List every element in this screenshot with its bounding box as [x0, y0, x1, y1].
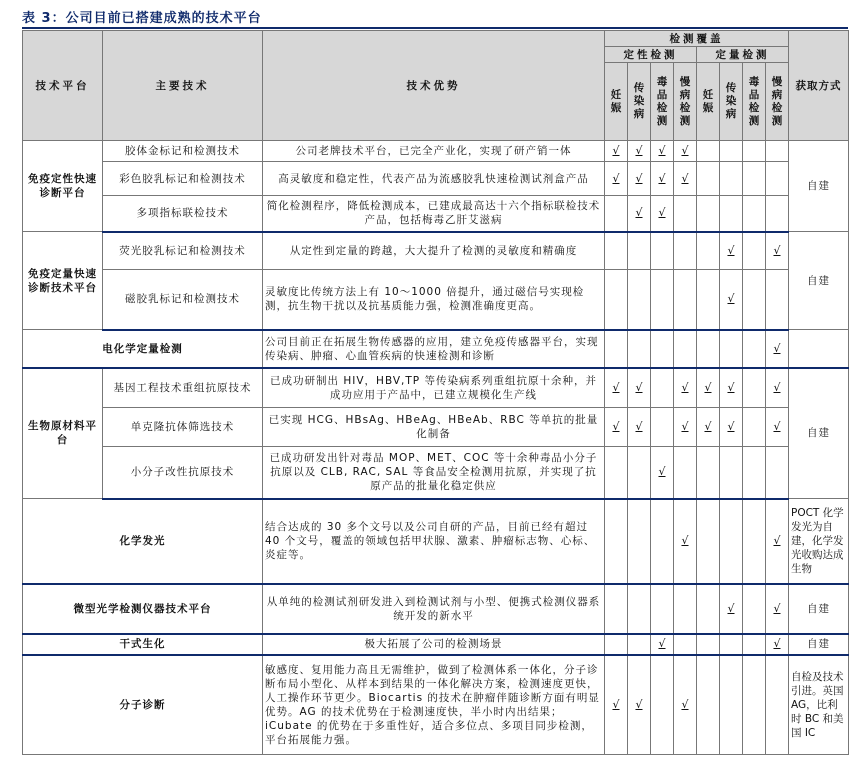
- check-mark: √: [681, 534, 689, 547]
- tech-cell: 单克隆抗体筛选技术: [103, 408, 263, 447]
- check-cell: [674, 141, 697, 162]
- platform-cell: 电化学定量检测: [23, 330, 263, 368]
- table-row: [23, 408, 849, 447]
- check-cell: [766, 162, 789, 196]
- table-row: [23, 196, 849, 232]
- tech-cell: 彩色胶乳标记和检测技术: [103, 162, 263, 196]
- check-mark: √: [612, 380, 620, 394]
- check-cell: [605, 634, 628, 655]
- header-sub: 传染病: [720, 63, 743, 141]
- check-cell: [651, 634, 674, 655]
- header-sub: 传染病: [628, 63, 651, 141]
- check-mark: √: [635, 697, 643, 711]
- check-cell: [674, 584, 697, 634]
- platform-cell: 生物原材料平台: [23, 368, 103, 499]
- check-mark: √: [727, 292, 735, 306]
- check-cell: [651, 584, 674, 634]
- check-cell: [743, 368, 766, 408]
- check-cell: [743, 196, 766, 232]
- check-cell: [674, 232, 697, 270]
- platform-cell: 免疫定性快速诊断平台: [23, 141, 103, 232]
- check-cell: [674, 162, 697, 196]
- advantage-cell: 公司目前正在拓展生物传感器的应用，建立免疫传感器平台，实现传染病、肿瘤、心血管疾病的快速检测和诊断: [263, 330, 605, 368]
- check-cell: [628, 499, 651, 584]
- check-cell: [720, 162, 743, 196]
- acquire-cell: 自建: [789, 232, 849, 330]
- check-cell: [720, 584, 743, 634]
- check-cell: [720, 141, 743, 162]
- check-cell: [766, 499, 789, 584]
- check-cell: [651, 270, 674, 330]
- header-tech: 主要技术: [103, 31, 263, 141]
- check-cell: [697, 232, 720, 270]
- table-row: [23, 232, 849, 270]
- header-acquire: 获取方式: [789, 31, 849, 141]
- check-cell: [628, 162, 651, 196]
- tech-cell: 多项指标联检技术: [103, 196, 263, 232]
- check-mark: √: [681, 171, 689, 185]
- advantage-cell: 从定性到定量的跨越，大大提升了检测的灵敏度和精确度: [263, 232, 605, 270]
- check-cell: [628, 368, 651, 408]
- header-quantitative: 定量检测: [697, 47, 789, 63]
- tech-cell: 磁胶乳标记和检测技术: [103, 270, 263, 330]
- table-row: [23, 368, 849, 408]
- check-cell: [651, 408, 674, 447]
- check-mark: √: [681, 697, 689, 711]
- check-cell: [605, 270, 628, 330]
- table-row: [23, 330, 849, 368]
- check-mark: √: [635, 171, 643, 185]
- check-cell: [674, 408, 697, 447]
- check-cell: [743, 270, 766, 330]
- check-cell: [651, 141, 674, 162]
- check-mark: √: [658, 206, 666, 220]
- check-cell: [743, 141, 766, 162]
- check-mark: √: [727, 243, 735, 257]
- table-row: [23, 584, 849, 634]
- check-cell: [651, 499, 674, 584]
- check-cell: [743, 499, 766, 584]
- check-cell: [766, 330, 789, 368]
- check-cell: [674, 270, 697, 330]
- check-cell: [766, 368, 789, 408]
- advantage-cell: 敏感度、复用能力高且无需维护，做到了检测体系一体化，分子诊断布局小型化、从样本到结果的一体化解决方案，检测速度更快，人工操作环节更少。Biocartis 的技术在肿瘤伴随诊断方面有明显优势。AG 的技术优势在于检测速度快，半小时内出结果；iCubate 的优势在于多重性好，适合多位点、多项目同步检测，平台拓展能力强。: [263, 655, 605, 755]
- check-cell: [651, 330, 674, 368]
- header-platform: 技术平台: [23, 31, 103, 141]
- check-cell: [628, 232, 651, 270]
- check-cell: [651, 655, 674, 755]
- check-mark: √: [681, 380, 689, 394]
- table-row: [23, 655, 849, 755]
- check-cell: [720, 447, 743, 499]
- check-cell: [697, 499, 720, 584]
- table-row: [23, 162, 849, 196]
- tech-cell: 基因工程技术重组抗原技术: [103, 368, 263, 408]
- check-cell: [605, 368, 628, 408]
- tech-platform-table: [22, 30, 849, 755]
- advantage-cell: 结合达成的 30 多个文号以及公司自研的产品，目前已经有超过 40 个文号，覆盖的领域包括甲状腺、激素、肿瘤标志物、心标、炎症等。: [263, 499, 605, 584]
- check-cell: [697, 447, 720, 499]
- acquire-cell: 自建: [789, 634, 849, 655]
- table-row: [23, 634, 849, 655]
- header-sub: 妊娠: [697, 63, 720, 141]
- check-cell: [720, 232, 743, 270]
- header-sub: 毒品检测: [743, 63, 766, 141]
- check-cell: [766, 584, 789, 634]
- advantage-cell: 已实现 HCG、HBsAg、HBeAg、HBeAb、RBC 等单抗的批量化制备: [263, 408, 605, 447]
- check-cell: [766, 196, 789, 232]
- check-cell: [720, 634, 743, 655]
- check-mark: √: [773, 341, 781, 355]
- check-cell: [720, 330, 743, 368]
- check-cell: [674, 196, 697, 232]
- check-cell: [697, 330, 720, 368]
- check-mark: √: [773, 534, 781, 547]
- advantage-cell: 简化检测程序，降低检测成本，已建成最高达十六个指标联检技术产品，包括梅毒乙肝艾滋病: [263, 196, 605, 232]
- check-cell: [628, 196, 651, 232]
- check-cell: [605, 196, 628, 232]
- check-mark: √: [773, 601, 781, 615]
- platform-cell: 免疫定量快速诊断技术平台: [23, 232, 103, 330]
- check-cell: [674, 330, 697, 368]
- check-mark: √: [658, 171, 666, 185]
- check-cell: [605, 584, 628, 634]
- title-rule: [22, 27, 848, 29]
- check-cell: [674, 655, 697, 755]
- check-cell: [605, 330, 628, 368]
- check-cell: [605, 447, 628, 499]
- check-cell: [628, 270, 651, 330]
- check-cell: [743, 162, 766, 196]
- check-cell: [743, 232, 766, 270]
- platform-cell: 化学发光: [23, 499, 263, 584]
- check-mark: √: [635, 206, 643, 220]
- acquire-cell: POCT 化学发光为自建，化学发光收购达成生物: [789, 499, 849, 584]
- check-mark: √: [727, 380, 735, 394]
- advantage-cell: 高灵敏度和稳定性，代表产品为流感胶乳快速检测试剂盒产品: [263, 162, 605, 196]
- check-cell: [674, 368, 697, 408]
- check-cell: [628, 141, 651, 162]
- advantage-cell: 公司老牌技术平台，已完全产业化，实现了研产销一体: [263, 141, 605, 162]
- check-mark: √: [773, 637, 781, 650]
- check-cell: [605, 408, 628, 447]
- check-mark: √: [773, 243, 781, 257]
- check-cell: [605, 141, 628, 162]
- check-cell: [697, 162, 720, 196]
- platform-cell: 干式生化: [23, 634, 263, 655]
- table-row: [23, 447, 849, 499]
- header-sub: 慢病检测: [766, 63, 789, 141]
- check-cell: [766, 634, 789, 655]
- check-cell: [697, 584, 720, 634]
- check-cell: [720, 270, 743, 330]
- check-mark: √: [681, 144, 689, 157]
- acquire-cell: 自建: [789, 141, 849, 232]
- check-cell: [628, 408, 651, 447]
- check-mark: √: [635, 380, 643, 394]
- check-cell: [628, 447, 651, 499]
- check-mark: √: [704, 420, 712, 433]
- check-mark: √: [612, 697, 620, 711]
- advantage-cell: 从单纯的检测试剂研发进入到检测试剂与小型、便携式检测仪器系统开发的新水平: [263, 584, 605, 634]
- check-mark: √: [658, 637, 666, 650]
- header-coverage: 检测覆盖: [605, 31, 789, 47]
- acquire-cell: 自建: [789, 584, 849, 634]
- check-cell: [743, 634, 766, 655]
- platform-cell: 微型光学检测仪器技术平台: [23, 584, 263, 634]
- check-cell: [743, 330, 766, 368]
- check-cell: [720, 196, 743, 232]
- header-sub: 慢病检测: [674, 63, 697, 141]
- check-cell: [697, 270, 720, 330]
- check-cell: [766, 655, 789, 755]
- header-advantage: 技术优势: [263, 31, 605, 141]
- check-cell: [674, 634, 697, 655]
- check-cell: [605, 655, 628, 755]
- check-cell: [651, 162, 674, 196]
- check-cell: [605, 499, 628, 584]
- check-cell: [720, 408, 743, 447]
- check-cell: [766, 141, 789, 162]
- check-cell: [766, 232, 789, 270]
- check-cell: [628, 655, 651, 755]
- check-mark: √: [773, 420, 781, 433]
- table-row: [23, 141, 849, 162]
- tech-cell: 胶体金标记和检测技术: [103, 141, 263, 162]
- check-mark: √: [658, 144, 666, 157]
- check-cell: [651, 196, 674, 232]
- check-cell: [743, 408, 766, 447]
- check-mark: √: [612, 144, 620, 157]
- check-cell: [697, 634, 720, 655]
- table-row: [23, 270, 849, 330]
- check-mark: √: [727, 601, 735, 615]
- table-row: [23, 499, 849, 584]
- header-qualitative: 定性检测: [605, 47, 697, 63]
- check-cell: [766, 408, 789, 447]
- check-cell: [720, 368, 743, 408]
- table-title: 表 3：公司目前已搭建成熟的技术平台: [22, 11, 262, 26]
- acquire-cell: 自建: [789, 368, 849, 499]
- platform-cell: 分子诊断: [23, 655, 263, 755]
- check-cell: [605, 162, 628, 196]
- check-mark: √: [727, 420, 735, 433]
- check-cell: [651, 368, 674, 408]
- check-cell: [697, 408, 720, 447]
- header-sub: 毒品检测: [651, 63, 674, 141]
- check-cell: [674, 447, 697, 499]
- check-cell: [743, 584, 766, 634]
- check-cell: [651, 447, 674, 499]
- check-mark: √: [681, 420, 689, 433]
- check-cell: [720, 499, 743, 584]
- check-cell: [651, 232, 674, 270]
- acquire-cell: [789, 330, 849, 368]
- check-cell: [628, 584, 651, 634]
- header-sub: 妊娠: [605, 63, 628, 141]
- check-cell: [743, 447, 766, 499]
- check-cell: [697, 368, 720, 408]
- check-mark: √: [704, 380, 712, 394]
- acquire-cell: 自检及技术引进。英国 AG，比利时 BC 和美国 IC: [789, 655, 849, 755]
- check-mark: √: [635, 420, 643, 433]
- check-mark: √: [635, 144, 643, 157]
- advantage-cell: 灵敏度比传统方法上有 10～1000 倍提升，通过磁信号实现检测，抗生物干扰以及抗基质能力强，检测准确度更高。: [263, 270, 605, 330]
- check-mark: √: [612, 420, 620, 433]
- check-cell: [766, 447, 789, 499]
- check-cell: [697, 655, 720, 755]
- check-cell: [766, 270, 789, 330]
- advantage-cell: 极大拓展了公司的检测场景: [263, 634, 605, 655]
- check-mark: √: [658, 465, 666, 479]
- check-cell: [605, 232, 628, 270]
- check-mark: √: [612, 171, 620, 185]
- check-cell: [628, 634, 651, 655]
- tech-cell: 荧光胶乳标记和检测技术: [103, 232, 263, 270]
- check-cell: [628, 330, 651, 368]
- check-mark: √: [773, 380, 781, 394]
- check-cell: [697, 196, 720, 232]
- check-cell: [743, 655, 766, 755]
- advantage-cell: 已成功研制出 HIV，HBV,TP 等传染病系列重组抗原十余种，并成功应用于产品中，已建立规模化生产线: [263, 368, 605, 408]
- advantage-cell: 已成功研发出针对毒品 MOP、MET、COC 等十余种毒品小分子抗原以及 CLB, RAC, SAL 等食品安全检测用抗原，并实现了抗原产品的批量化稳定供应: [263, 447, 605, 499]
- check-cell: [674, 499, 697, 584]
- check-cell: [720, 655, 743, 755]
- check-cell: [697, 141, 720, 162]
- tech-cell: 小分子改性抗原技术: [103, 447, 263, 499]
